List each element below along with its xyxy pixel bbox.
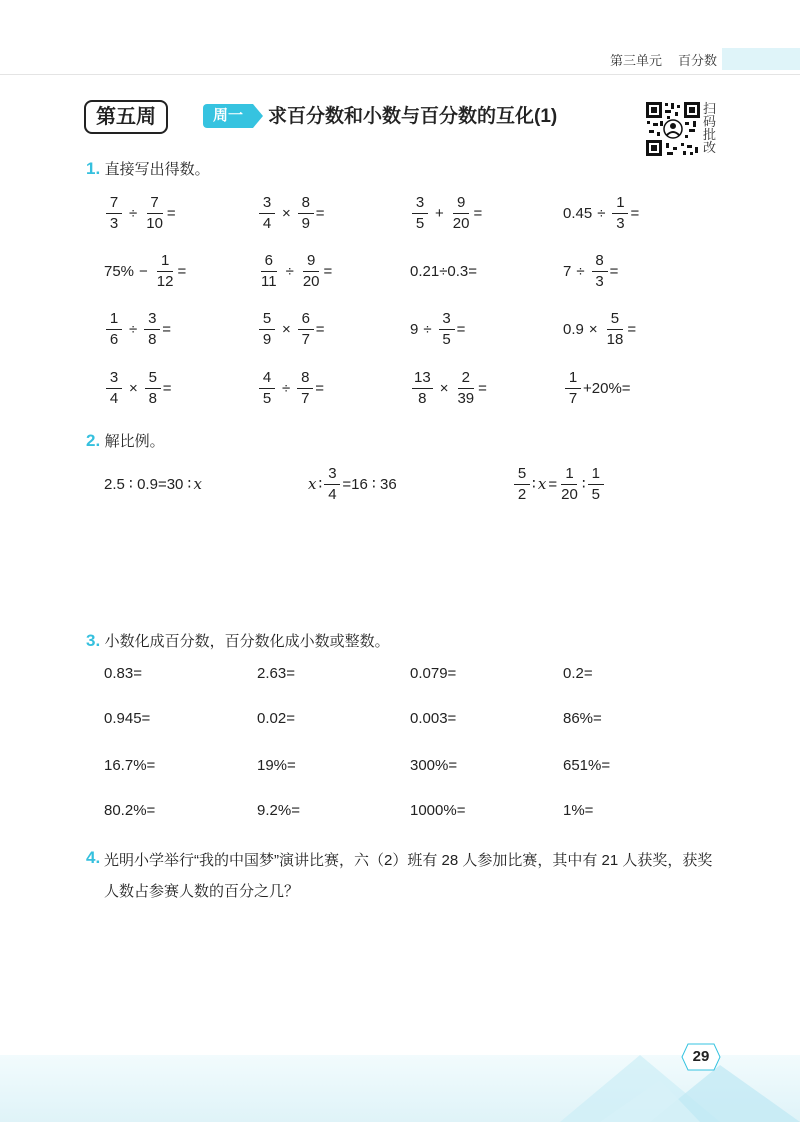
calc-item bbox=[410, 307, 465, 351]
denominator: 2 bbox=[517, 485, 527, 503]
variable: x bbox=[537, 475, 547, 493]
fraction bbox=[412, 194, 428, 233]
denominator: 10 bbox=[146, 214, 163, 232]
expr-text: = bbox=[456, 320, 466, 338]
denominator: 4 bbox=[262, 214, 272, 232]
fraction bbox=[439, 310, 455, 349]
operator: ÷ bbox=[129, 320, 138, 338]
expr-text: +20%= bbox=[583, 379, 631, 397]
denominator: 6 bbox=[109, 330, 119, 348]
question-2-title: 解比例。 bbox=[104, 433, 165, 450]
scan-to-grade-label: 扫码批改 bbox=[703, 101, 717, 155]
conversion-item: 80.2%= bbox=[104, 802, 156, 819]
operator: × bbox=[282, 204, 291, 222]
expr-text: = bbox=[630, 204, 640, 222]
expr-text: 75% bbox=[104, 262, 135, 280]
denominator: 9 bbox=[262, 330, 272, 348]
expr-text: ∶ bbox=[532, 476, 536, 493]
header-divider bbox=[0, 74, 800, 75]
numerator: 7 bbox=[147, 194, 163, 214]
fraction bbox=[559, 465, 580, 504]
operator: ÷ bbox=[423, 320, 432, 338]
numerator: 3 bbox=[324, 465, 340, 485]
numerator: 13 bbox=[412, 369, 433, 389]
question-4-number bbox=[86, 848, 100, 868]
denominator: 7 bbox=[301, 389, 310, 407]
calc-item bbox=[563, 249, 618, 293]
numerator: 6 bbox=[261, 252, 277, 272]
running-header bbox=[610, 50, 733, 69]
conversion-item: 2.63= bbox=[257, 665, 295, 682]
fraction bbox=[612, 194, 628, 233]
topic-label: 百分数 bbox=[678, 53, 718, 68]
numerator: 7 bbox=[106, 194, 122, 214]
expr-text: 7 bbox=[563, 262, 572, 280]
denominator: 20 bbox=[452, 214, 470, 232]
expr-text: 9 bbox=[410, 320, 419, 338]
denominator: 20 bbox=[561, 485, 578, 503]
fraction bbox=[106, 310, 122, 349]
denominator: 8 bbox=[418, 389, 427, 407]
operator: × bbox=[588, 320, 598, 338]
fraction bbox=[565, 369, 581, 408]
numerator: 8 bbox=[592, 252, 608, 272]
calc-item bbox=[257, 191, 325, 235]
numerator: 3 bbox=[144, 310, 160, 330]
operator: × bbox=[282, 320, 291, 338]
unit-label: 第三单元 bbox=[610, 53, 663, 68]
numerator: 1 bbox=[157, 252, 173, 272]
denominator: 9 bbox=[301, 214, 310, 232]
fraction bbox=[144, 310, 160, 349]
numerator: 1 bbox=[588, 465, 604, 485]
expr-text: = bbox=[162, 379, 172, 397]
fraction bbox=[155, 252, 176, 291]
question-1-header bbox=[86, 158, 210, 179]
question-1-number: 1. bbox=[86, 159, 101, 178]
numerator: 8 bbox=[297, 369, 313, 389]
conversion-item: 19%= bbox=[257, 757, 296, 774]
denominator: 5 bbox=[262, 389, 272, 407]
expr-text: = bbox=[315, 320, 325, 338]
conversion-item: 651%= bbox=[563, 757, 611, 774]
fraction bbox=[298, 310, 314, 349]
conversion-item: 0.945= bbox=[104, 710, 151, 727]
variable: x bbox=[308, 475, 317, 493]
numerator: 9 bbox=[303, 252, 319, 272]
numerator: 5 bbox=[607, 310, 623, 330]
conversion-item: 1000%= bbox=[410, 802, 466, 819]
conversion-item: 9.2%= bbox=[257, 802, 300, 819]
numerator: 1 bbox=[106, 310, 122, 330]
week-badge: 第五周 bbox=[84, 100, 168, 134]
denominator: 5 bbox=[415, 214, 425, 232]
lesson-title: 求百分数和小数与百分数的互化(1) bbox=[268, 106, 558, 127]
calc-item bbox=[104, 191, 176, 235]
numerator: 2 bbox=[458, 369, 474, 389]
denominator: 18 bbox=[606, 330, 624, 348]
operator: ÷ bbox=[597, 204, 606, 222]
question-1-title: 直接写出得数。 bbox=[104, 161, 210, 178]
expr-text: 0.9 bbox=[563, 320, 584, 338]
calc-item bbox=[563, 191, 639, 235]
expr-text: = bbox=[177, 262, 187, 280]
expr-text: = bbox=[315, 204, 325, 222]
numerator: 6 bbox=[298, 310, 314, 330]
conversion-item: 86%= bbox=[563, 710, 602, 727]
fraction bbox=[455, 369, 476, 408]
expr-text: = bbox=[473, 204, 483, 222]
fraction bbox=[412, 369, 433, 408]
expr-text: = bbox=[166, 204, 176, 222]
expr-text: = bbox=[315, 379, 324, 397]
calc-item bbox=[104, 307, 171, 351]
denominator: 5 bbox=[591, 485, 600, 503]
expr-text: 0.21÷0.3= bbox=[410, 262, 478, 280]
expr-text: = bbox=[478, 379, 487, 397]
denominator: 3 bbox=[109, 214, 119, 232]
expr-text: =16 ∶ 36 bbox=[342, 476, 397, 493]
numerator: 9 bbox=[453, 194, 469, 214]
calc-item bbox=[257, 366, 324, 410]
conversion-item: 0.003= bbox=[410, 710, 457, 727]
question-4-text: 光明小学举行“我的中国梦”演讲比赛，六（2）班有 28 人参加比赛，其中有 21 人获奖，获奖人数占参赛人数的百分之几？ bbox=[104, 852, 713, 900]
question-3-header bbox=[86, 630, 390, 651]
operator: ÷ bbox=[282, 379, 291, 397]
fraction bbox=[259, 369, 275, 408]
calc-item bbox=[257, 249, 332, 293]
operator: ÷ bbox=[129, 204, 138, 222]
expr-text: 2.5 ∶ 0.9=30 ∶ bbox=[104, 476, 192, 493]
operator: × bbox=[129, 379, 138, 397]
page-number: 29 bbox=[692, 1048, 710, 1065]
question-4-num-text: 4. bbox=[86, 848, 101, 867]
numerator: 1 bbox=[565, 369, 581, 389]
header-accent-band bbox=[722, 48, 800, 70]
denominator: 8 bbox=[148, 330, 157, 348]
numerator: 1 bbox=[561, 465, 577, 485]
numerator: 5 bbox=[259, 310, 275, 330]
operator: ÷ bbox=[285, 262, 294, 280]
numerator: 5 bbox=[514, 465, 530, 485]
expr-text: = bbox=[323, 262, 333, 280]
question-3-title: 小数化成百分数，百分数化成小数或整数。 bbox=[104, 633, 390, 650]
fraction bbox=[451, 194, 472, 233]
numerator: 3 bbox=[412, 194, 428, 214]
qr-code-icon[interactable] bbox=[645, 101, 701, 157]
calc-item bbox=[410, 191, 482, 235]
operator: − bbox=[139, 262, 148, 280]
numerator: 3 bbox=[439, 310, 455, 330]
fraction bbox=[297, 369, 313, 408]
fraction bbox=[514, 465, 530, 504]
fraction bbox=[106, 369, 122, 408]
expr-text: = bbox=[609, 262, 619, 280]
conversion-item: 300%= bbox=[410, 757, 458, 774]
variable: x bbox=[193, 475, 202, 493]
calc-item bbox=[563, 366, 631, 410]
conversion-item: 0.02= bbox=[257, 710, 295, 727]
numerator: 8 bbox=[298, 194, 314, 214]
fraction bbox=[144, 194, 165, 233]
conversion-item: 0.2= bbox=[563, 665, 593, 682]
fraction bbox=[259, 252, 279, 291]
calc-item bbox=[104, 366, 172, 410]
operator: × bbox=[439, 379, 449, 397]
fraction bbox=[605, 310, 626, 349]
numerator: 4 bbox=[259, 369, 275, 389]
numerator: 5 bbox=[145, 369, 161, 389]
operator: ÷ bbox=[576, 262, 585, 280]
denominator: 39 bbox=[457, 389, 475, 407]
fraction bbox=[259, 194, 275, 233]
denominator: 12 bbox=[156, 272, 174, 290]
fraction bbox=[324, 465, 340, 504]
day-tag: 周一 bbox=[203, 104, 253, 128]
denominator: 4 bbox=[109, 389, 119, 407]
expr-text: 0.45 bbox=[563, 204, 593, 222]
denominator: 11 bbox=[261, 272, 277, 290]
calc-item bbox=[257, 307, 325, 351]
conversion-item: 0.83= bbox=[104, 665, 142, 682]
numerator: 3 bbox=[106, 369, 122, 389]
fraction bbox=[298, 194, 314, 233]
question-2-number: 2. bbox=[86, 431, 101, 450]
calc-item bbox=[410, 366, 487, 410]
fraction bbox=[588, 465, 604, 504]
fraction bbox=[301, 252, 322, 291]
calc-item bbox=[563, 307, 636, 351]
expr-text: = bbox=[548, 475, 558, 493]
proportion-item bbox=[306, 462, 397, 506]
conversion-item: 0.079= bbox=[410, 665, 457, 682]
expr-text: ∶ bbox=[318, 476, 323, 493]
expr-text: = bbox=[162, 320, 171, 338]
conversion-item: 16.7%= bbox=[104, 757, 156, 774]
expr-text: = bbox=[627, 320, 637, 338]
fraction bbox=[592, 252, 608, 291]
denominator: 3 bbox=[595, 272, 604, 290]
numerator: 3 bbox=[259, 194, 275, 214]
calc-item bbox=[410, 249, 477, 293]
denominator: 3 bbox=[616, 214, 625, 232]
question-2-header bbox=[86, 430, 165, 451]
proportion-item bbox=[512, 462, 606, 506]
denominator: 7 bbox=[568, 389, 578, 407]
numerator: 1 bbox=[612, 194, 628, 214]
conversion-item: 1%= bbox=[563, 802, 594, 819]
denominator: 8 bbox=[148, 389, 157, 407]
denominator: 5 bbox=[442, 330, 451, 348]
proportion-item bbox=[104, 462, 204, 506]
fraction bbox=[145, 369, 161, 408]
fraction bbox=[106, 194, 122, 233]
denominator: 4 bbox=[328, 485, 337, 503]
question-3-number: 3. bbox=[86, 631, 101, 650]
expr-text: ∶ bbox=[581, 476, 586, 493]
denominator: 7 bbox=[301, 330, 310, 348]
operator: + bbox=[435, 204, 444, 222]
denominator: 20 bbox=[302, 272, 320, 290]
calc-item bbox=[104, 249, 186, 293]
fraction bbox=[259, 310, 275, 349]
